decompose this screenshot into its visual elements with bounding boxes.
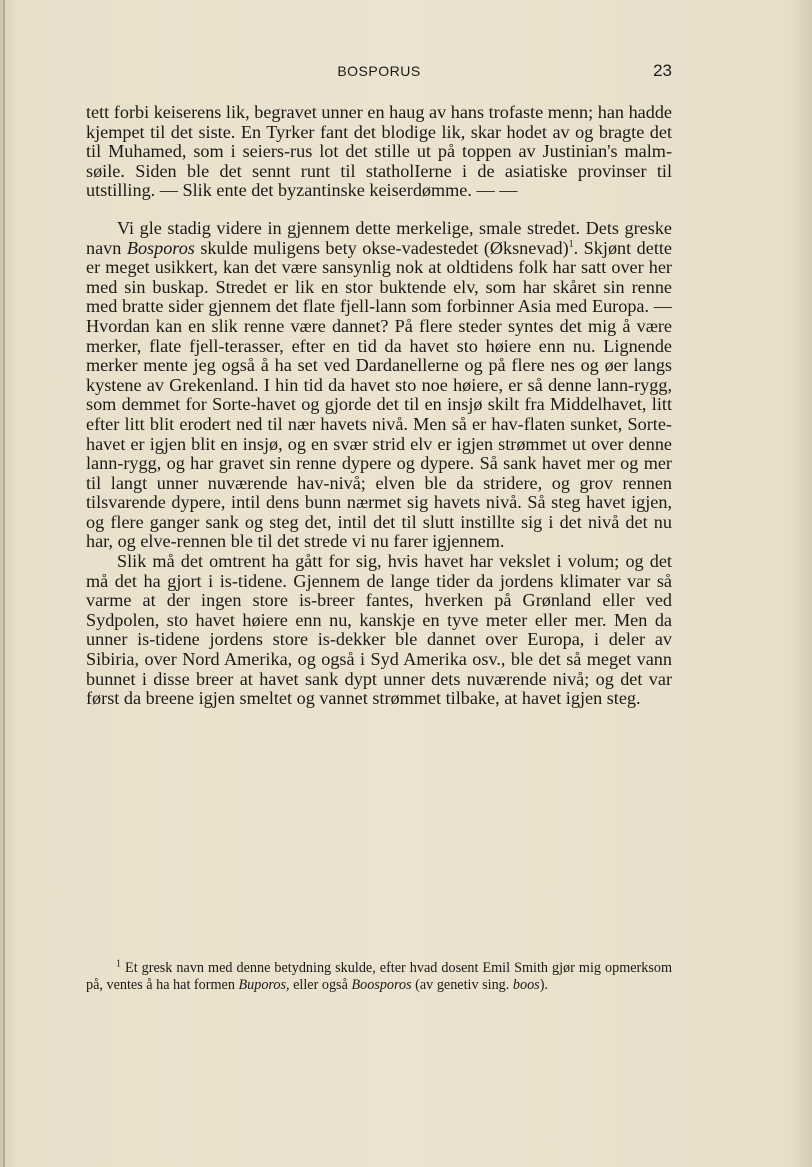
footnote-term-boos: boos: [512, 976, 540, 993]
paragraph-2-end: . Skjønt dette er meget usikkert, kan det være sansynlig nok at oldtidens folk har satt over her med sin buskap. Stredet er lik en stor buktende elv, som har skåret sin renne med bratte sider gjennem det flate fjell-lann som forbinner Asia med Europa. — Hvordan kan en slik renne være dannet? På flere steder syntes det mig å være merker, flate fjell-terasser, efter en tid da havet sto høiere enn nu. Lignende merker mente jeg også å ha set ved Dardanellerne og på flere nes og øer langs kystene av Grekenland. I hin tid da havet sto noe høiere, er så denne lann-rygg, som demmet for Sorte-havet og gjorde det til en insjø skilt fra Middelhavet, litt efter litt blit erodert ned til nær havets nivå. Men så er hav-flaten sunket, Sorte-havet er igjen blit en insjø, og en svær strid elv er igjen strømmet ut over denne lann-rygg, og har gravet sin renne dypere og dypere. Så sank havet mer og mer til langt unner nuværende hav-nivå; elven ble da stridere, og grov rennen tilsvarende dypere, intil dens bunn nærmet sig havets nivå. Så steg havet igjen, og flere ganger sank og steg det, intil det til slutt instillte sig i det nivå det nu har, og elve-rennen ble til det strede vi nu farer igjennem.: [86, 237, 672, 552]
footnote-text-middle: eller også: [289, 976, 352, 993]
footnote-text-start: Et gresk navn med denne betydning skulde, efter hvad dosent Emil Smith gjør mig opmerksom på, ventes å ha hat formen: [86, 960, 672, 993]
page-header: [86, 63, 672, 83]
footnote-reference: 1: [568, 238, 574, 250]
paragraph-1: tett forbi keiserens lik, begravet unner en haug av hans trofaste menn; han hadde kjempet til det siste. En Tyrker fant det blodige lik, skar hodet av og bragte det til Muhamed, som i seiers-rus lot det stille ut på toppen av Justinian's malm-søile. Siden ble det sennt runt til statholIerne i de asiatiske provinser til utstilling. — Slik ente det byzantinske keiserdømme. — —: [86, 102, 672, 201]
running-title: BOSPORUS: [337, 63, 421, 79]
footnote-text-end: ).: [539, 976, 548, 993]
footnote: [86, 960, 672, 993]
page-number: 23: [653, 61, 672, 80]
footnote-marker: 1: [116, 958, 121, 970]
footnote-text: [86, 960, 672, 993]
paragraph-2-start: Vi gle stadig videre in gjennem dette merkelige, smale stredet. Dets greske navn: [86, 217, 672, 258]
paragraph-2: [86, 219, 672, 552]
page-binding-edge: [3, 0, 5, 1167]
footnote-term-boosporos: Boosporos: [351, 976, 412, 993]
footnote-text-middle-2: (av genetiv sing.: [411, 976, 513, 993]
body-text: [86, 103, 672, 709]
footnote-term-buporos: Buporos,: [238, 976, 290, 993]
paragraph-2-middle: skulde muligens bety okse-vadestedet (Øksnevad): [194, 237, 569, 258]
paragraph-3: Slik må det omtrent ha gått for sig, hvis havet har vekslet i volum; og det må det ha gjort i is-tidene. Gjennem de lange tider da jordens klimater var så varme at der ingen store is-breer fantes, hverken på Grønland eller ved Sydpolen, sto havet høiere enn nu, kanskje en tyve meter eller mer. Men da unner is-tidene jordens store is-dekker ble dannet over Europa, i deler av Sibiria, over Nord Amerika, og også i Syd Amerika osv., ble det så meget vann bunnet i disse breer at havet sank dypt unner dets nuværende nivå; og det var først da breene igjen smeltet og vannet strømmet tilbake, at havet igjen steg.: [86, 551, 672, 709]
bosporos-term: Bosporos: [126, 237, 195, 258]
